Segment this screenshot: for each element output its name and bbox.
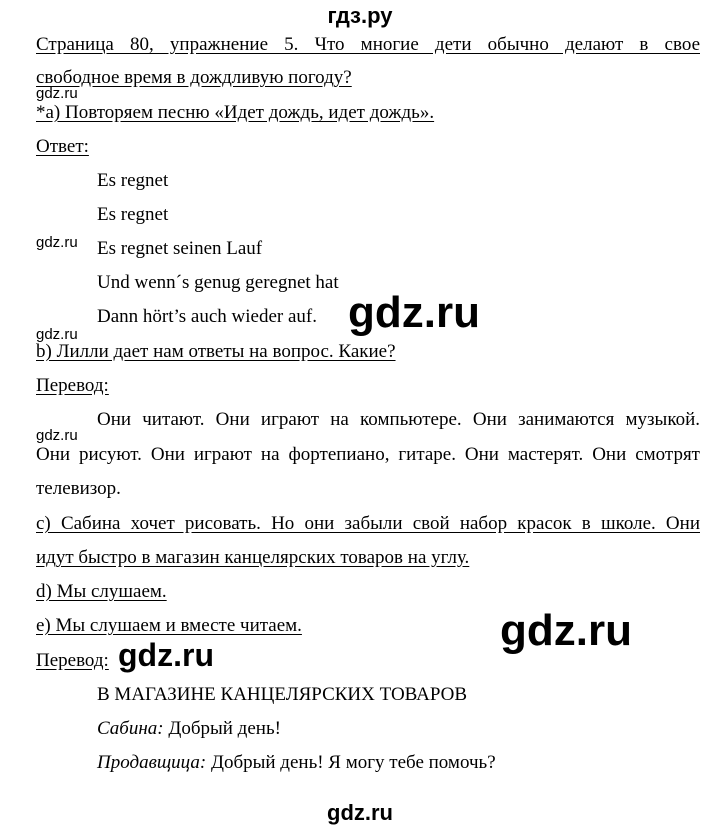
watermark-small: gdz.ru	[36, 326, 78, 343]
dialogue-line	[97, 718, 281, 740]
translation-label: Перевод:	[36, 375, 109, 396]
watermark-big: gdz.ru	[118, 637, 214, 673]
answer-label: Ответ:	[36, 136, 89, 157]
translation-label: Перевод:	[36, 650, 109, 671]
song-line: Dann hört’s auch wieder auf.	[97, 306, 318, 327]
task-title-line-2: свободное время в дождливую погоду?	[36, 67, 352, 88]
part-c-line-2: идут быстро в магазин канцелярских товаров на углу.	[36, 547, 470, 568]
page-header: гдз.ру	[327, 3, 393, 28]
dialogue-heading: В МАГАЗИНЕ КАНЦЕЛЯРСКИХ ТОВАРОВ	[97, 684, 468, 705]
translation-b-line-2: Они рисуют. Они играют на фортепиано, гитаре. Они мастерят. Они смотрят	[36, 444, 700, 465]
page-footer: gdz.ru	[327, 800, 393, 825]
watermark-small: gdz.ru	[36, 427, 78, 444]
dialogue-line	[97, 752, 496, 774]
speaker-name: Сабина:	[97, 718, 164, 739]
speaker-text: Добрый день! Я могу тебе помочь?	[206, 752, 496, 773]
part-d: d) Мы слушаем.	[36, 581, 167, 602]
watermark-small: gdz.ru	[36, 234, 78, 251]
task-title-line-1: Страница 80, упражнение 5. Что многие дети обычно делают в свое	[36, 34, 700, 55]
song-line: Es regnet seinen Lauf	[97, 238, 263, 259]
watermark-small: gdz.ru	[36, 85, 78, 102]
part-e: e) Мы слушаем и вместе читаем.	[36, 615, 302, 636]
part-c-line-1: c) Сабина хочет рисовать. Но они забыли свой набор красок в школе. Они	[36, 513, 700, 534]
part-a: *a) Повторяем песню «Идет дождь, идет дождь».	[36, 102, 435, 123]
song-line: Es regnet	[97, 204, 169, 225]
part-b: b) Лилли дает нам ответы на вопрос. Какие?	[36, 341, 396, 362]
speaker-text: Добрый день!	[163, 718, 281, 739]
song-line: Und wenn´s genug geregnet hat	[97, 272, 339, 293]
song-line: Es regnet	[97, 170, 169, 191]
watermark-big: gdz.ru	[500, 606, 632, 655]
translation-b-line-3: телевизор.	[36, 478, 121, 499]
speaker-name: Продавщица:	[97, 752, 207, 773]
watermark-big: gdz.ru	[348, 288, 480, 337]
translation-b-line-1: Они читают. Они играют на компьютере. Они занимаются музыкой.	[97, 409, 700, 430]
